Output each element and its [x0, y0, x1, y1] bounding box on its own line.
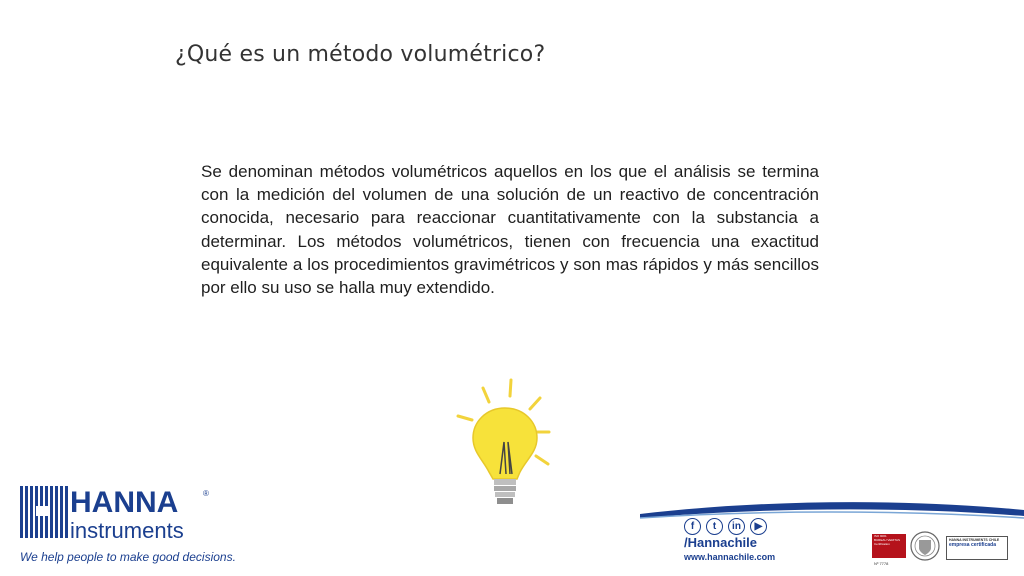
svg-text:®: ®	[203, 489, 209, 498]
linkedin-icon[interactable]: in	[728, 518, 745, 535]
certified-company-box: HANNA INSTRUMENTS CHILE empresa certificada	[946, 536, 1008, 560]
slide-title: ¿Qué es un método volumétrico?	[175, 42, 546, 67]
social-icons	[684, 518, 767, 535]
social-handle: /Hannachile	[684, 535, 757, 550]
brand-sub: instruments	[70, 518, 184, 543]
hanna-instruments-logo	[20, 484, 220, 544]
certification-number: Nº 7778	[874, 561, 889, 566]
youtube-icon[interactable]: ▶	[750, 518, 767, 535]
slide-body-text: Se denominan métodos volumétricos aquellos en los que el análisis se termina con la medición del volumen de una solución de un reactivo de concentración conocida, necesario para reaccionar cuantitativamente con la substancia a determinar. Los métodos volumétricos, tienen con frecuencia una exactitud equivalente a los procedimientos gravimétricos y son mas rápidos y más sencillos por ello su uso se halla muy extendido.	[201, 162, 819, 298]
certification-seal-icon	[908, 530, 942, 562]
bureau-veritas-badge: ISO 9001 BUREAU VERITAS Certification	[872, 534, 906, 558]
website-url[interactable]: www.hannachile.com	[684, 552, 776, 562]
tagline: We help people to make good decisions.	[20, 550, 236, 564]
facebook-icon[interactable]: f	[684, 518, 701, 535]
decorative-swoosh	[600, 496, 1024, 526]
brand-name: HANNA	[70, 486, 179, 519]
lightbulb-icon	[448, 376, 562, 510]
twitter-icon[interactable]: t	[706, 518, 723, 535]
